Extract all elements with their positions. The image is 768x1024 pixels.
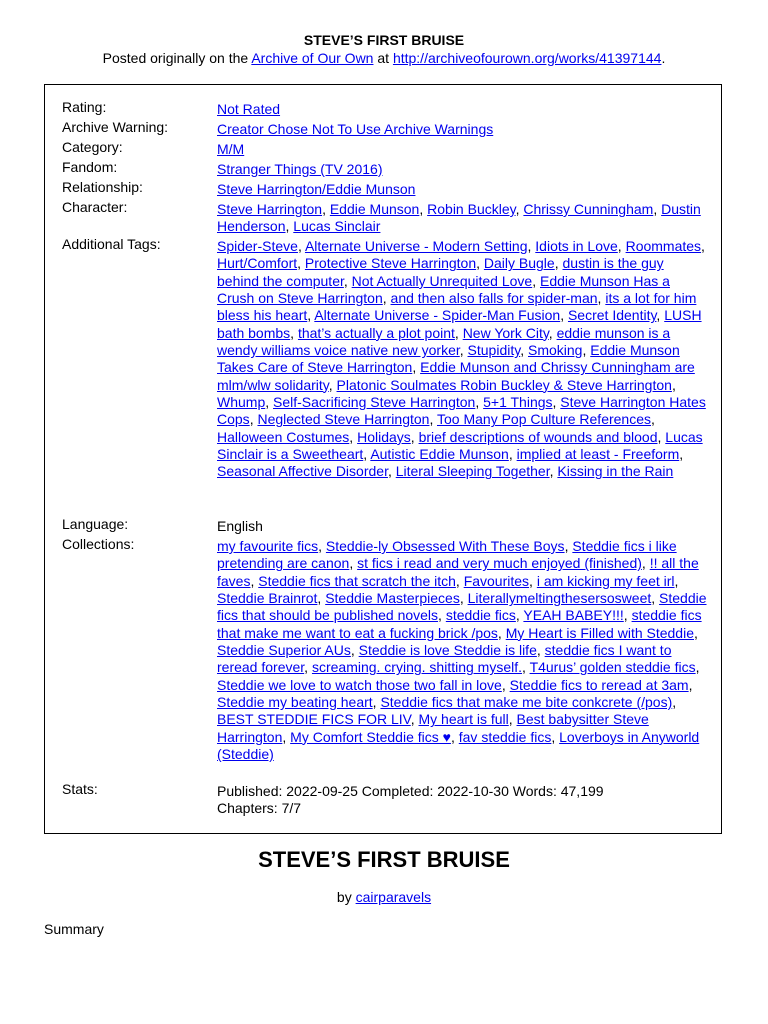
relationship-values (217, 181, 707, 198)
tag-link[interactable]: Autistic Eddie Munson (370, 446, 509, 463)
tag-link[interactable]: My Comfort Steddie fics ♥ (290, 728, 451, 745)
tag-link[interactable]: Eddie Munson (329, 201, 420, 217)
tag-link[interactable]: steddie fics (445, 607, 516, 624)
tag-link[interactable]: Whump (217, 394, 266, 411)
byline (0, 889, 768, 906)
category-label: Category: (62, 139, 123, 155)
tags-values: Spider-Steve, Alternate Universe - Modern Setting, Idiots in Love, Roommates, Hurt/Comfort, Protective Steve Harrington, Daily Bugle, dustin is the guy behind the computer, Not Actually Unrequited Love, Eddie Munson Has a Crush on Steve Harrington, and then also falls for spider-man, its a lot for him bless his heart, Alternate Universe - Spider-Man Fusion, Secret Identity, LUSH bath bombs, that’s actually a plot point, New York City, eddie munson is a wendy williams voice native new yorker, Stupidity, Smoking, Eddie Munson Takes Care of Steve Harrington, Eddie Munson and Chrissy Cunningham are mlm/wlw solidarity, Platonic Soulmates Robin Buckley & Steve Harrington, Whump, Self-Sacrificing Steve Harrington, 5+1 Things, Steve Harrington Hates Cops, Neglected Steve Harrington, Too Many Pop Culture References, Halloween Costumes, Holidays, brief descriptions of wounds and blood, Lucas Sinclair is a Sweetheart, Autistic Eddie Munson, implied at least - Freeform, Seasonal Affective Disorder, Literal Sleeping Together, Kissing in the Rain (217, 238, 706, 480)
tag-link[interactable]: Hurt/Comfort (217, 255, 298, 272)
tag-link[interactable]: screaming. crying. shitting myself. (311, 659, 523, 676)
tag-link[interactable]: Steddie Masterpieces (325, 590, 460, 607)
stats-line-chapters: Chapters: 7/7 (217, 800, 302, 817)
character-values: Steve Harrington, Eddie Munson, Robin Buckley, Chrissy Cunningham, Dustin Henderson, Lucas Sinclair (217, 201, 701, 235)
tag-link[interactable]: Literallymeltingthesersosweet (467, 590, 652, 607)
posted-originally-line (0, 50, 768, 67)
tag-link[interactable]: Halloween Costumes (217, 428, 350, 445)
tag-link[interactable]: Steve Harrington (217, 201, 323, 217)
tag-link[interactable]: Lucas Sinclair is a Sweetheart (217, 428, 703, 463)
work-url-link[interactable]: http://archiveofourown.org/works/41397144 (392, 50, 662, 66)
tag-link[interactable]: eddie munson is a wendy williams voice native new yorker (217, 324, 671, 359)
language-label: Language: (62, 516, 129, 532)
tag-link[interactable]: Robin Buckley (427, 201, 516, 217)
tag-link[interactable]: dustin is the guy behind the computer (217, 255, 664, 289)
tag-link[interactable]: Stupidity (467, 342, 521, 359)
tag-link[interactable]: Lucas Sinclair (293, 218, 381, 235)
tag-link[interactable]: Stranger Things (TV 2016) (217, 161, 383, 177)
tags-label: Additional Tags: (62, 236, 161, 252)
tag-link[interactable]: Eddie Munson Takes Care of Steve Harrington (217, 342, 680, 376)
stats-line-published: Published: 2022-09-25 Completed: 2022-10-30 Words: 47,199 (217, 783, 604, 799)
tag-link[interactable]: Not Rated (217, 101, 281, 117)
tag-link[interactable]: Steddie is love Steddie is life (358, 642, 537, 659)
collections-values: my favourite fics, Steddie-ly Obsessed With These Boys, Steddie fics i like pretending are canon, st fics i read and very much enjoyed (finished), !! all the faves, Steddie fics that scratch the itch, Favourites, i am kicking my feet irl, Steddie Brainrot, Steddie Masterpieces, Literallymeltingthesersosweet, Steddie fics that should be published novels, steddie fics, YEAH BABEY!!!, steddie fics that make me want to eat a fucking brick /pos, My Heart is Filled with Steddie, Steddie Superior AUs, Steddie is love Steddie is life, steddie fics I want to reread forever, screaming. crying. shitting myself., T4urus’ golden steddie fics, Steddie we love to watch those two fall in love, Steddie fics to reread at 3am, Steddie my beating heart, Steddie fics that make me bite conkcrete (/pos), BEST STEDDIE FICS FOR LIV, My heart is full, Best babysitter Steve Harrington, My Comfort Steddie fics ♥, fav steddie fics, Loverboys in Anyworld (Steddie) (217, 538, 707, 763)
tag-link[interactable]: 5+1 Things (483, 394, 553, 411)
language-value: English (217, 518, 263, 534)
posted-mid: at (373, 50, 393, 66)
tag-link[interactable]: Favourites (463, 572, 530, 589)
tag-link[interactable]: Best babysitter Steve Harrington (217, 711, 649, 745)
collections-label: Collections: (62, 536, 135, 552)
stats-values (217, 783, 707, 818)
tag-link[interactable]: Seasonal Affective Disorder (217, 463, 388, 480)
tag-link[interactable]: Too Many Pop Culture References (437, 411, 651, 428)
posted-suffix: . (661, 50, 666, 66)
tag-link[interactable]: Steddie Superior AUs (217, 642, 351, 659)
byline-prefix: by (336, 889, 356, 905)
tag-link[interactable]: and then also falls for spider-man (390, 290, 598, 307)
tag-link[interactable]: Secret Identity (567, 307, 657, 324)
tag-link[interactable]: T4urus’ golden steddie fics (529, 659, 696, 676)
tag-link[interactable]: Kissing in the Rain (557, 463, 674, 480)
tag-link[interactable]: My Heart is Filled with Steddie (505, 624, 694, 641)
tag-link[interactable]: that’s actually a plot point (297, 324, 455, 341)
summary-heading: Summary (44, 921, 104, 937)
category-values (217, 141, 707, 158)
tag-link[interactable]: YEAH BABEY!!! (523, 607, 624, 624)
tag-link[interactable]: BEST STEDDIE FICS FOR LIV (217, 711, 411, 728)
tag-link[interactable]: Daily Bugle (483, 255, 555, 272)
tag-link[interactable]: !! all the faves (217, 555, 699, 589)
metadata-box (44, 84, 722, 834)
tag-link[interactable]: Neglected Steve Harrington (257, 411, 430, 428)
fandom-values (217, 161, 707, 178)
tag-link[interactable]: fav steddie fics (458, 728, 552, 745)
tag-link[interactable]: Steddie fics that scratch the itch (258, 572, 456, 589)
author-link[interactable]: cairparavels (355, 889, 432, 905)
tag-link[interactable]: My heart is full (418, 711, 509, 728)
tag-link[interactable]: New York City (462, 324, 549, 341)
tag-link[interactable]: Steddie fics that make me bite conkcrete (/pos) (380, 694, 673, 711)
tag-link[interactable]: Steve Harrington Hates Cops (217, 394, 706, 428)
posted-prefix: Posted originally on the (102, 50, 252, 66)
fandom-label: Fandom: (62, 159, 118, 175)
tag-link[interactable]: Steddie my beating heart (217, 694, 373, 711)
tag-link[interactable]: Steddie-ly Obsessed With These Boys (325, 538, 565, 554)
tag-link[interactable]: Alternate Universe - Modern Setting (304, 238, 528, 254)
tag-link[interactable]: Steve Harrington/Eddie Munson (217, 181, 416, 197)
tag-link[interactable]: Platonic Soulmates Robin Buckley & Steve Harrington (336, 376, 672, 393)
tag-link[interactable]: Protective Steve Harrington (304, 255, 477, 272)
tag-link[interactable]: Eddie Munson and Chrissy Cunningham are mlm/wlw solidarity (217, 359, 695, 393)
tag-link[interactable]: Idiots in Love (535, 238, 618, 254)
tag-link[interactable]: Alternate Universe - Spider-Man Fusion (314, 307, 561, 324)
tag-link[interactable]: steddie fics I want to reread forever (217, 642, 672, 676)
warning-values (217, 121, 707, 138)
tag-link[interactable]: Steddie fics that should be published novels (217, 590, 707, 624)
tag-link[interactable]: Loverboys in Anyworld (Steddie) (217, 728, 700, 763)
warning-label: Archive Warning: (62, 119, 169, 135)
character-label: Character: (62, 199, 128, 215)
tag-link[interactable]: i am kicking my feet irl (536, 572, 675, 589)
tag-link[interactable]: Steddie we love to watch those two fall in love (217, 676, 502, 693)
tag-link[interactable]: steddie fics that make me want to eat a fucking brick /pos (217, 607, 702, 641)
tag-link[interactable]: Steddie fics i like pretending are canon (217, 538, 677, 572)
tag-link[interactable]: Spider-Steve (217, 238, 298, 254)
tag-link[interactable]: its a lot for him bless his heart (217, 290, 697, 324)
tag-link[interactable]: Not Actually Unrequited Love (351, 272, 533, 289)
relationship-label: Relationship: (62, 179, 143, 195)
stats-label: Stats: (62, 781, 98, 797)
tag-link[interactable]: brief descriptions of wounds and blood (418, 428, 658, 445)
tag-link[interactable]: Creator Chose Not To Use Archive Warnings (217, 121, 494, 137)
tag-link[interactable]: Steddie fics to reread at 3am (509, 676, 689, 693)
rating-values (217, 101, 707, 118)
archive-link[interactable]: Archive of Our Own (251, 50, 374, 66)
tag-link[interactable]: Steddie Brainrot (217, 590, 318, 607)
tag-link[interactable]: Smoking (528, 342, 583, 359)
document-header-title: STEVE’S FIRST BRUISE (303, 32, 465, 48)
tag-link[interactable]: Roommates (625, 238, 702, 254)
work-title: STEVE’S FIRST BRUISE (258, 847, 510, 872)
tag-link[interactable]: Chrissy Cunningham (523, 201, 654, 217)
tag-link[interactable]: Holidays (357, 428, 411, 445)
tag-link[interactable]: Self-Sacrificing Steve Harrington (273, 394, 476, 411)
rating-label: Rating: (62, 99, 107, 115)
tag-link[interactable]: Dustin Henderson (217, 201, 701, 235)
tag-link[interactable]: st fics i read and very much enjoyed (finished) (357, 555, 642, 572)
tag-link[interactable]: Literal Sleeping Together (395, 463, 550, 480)
tag-link[interactable]: implied at least - Freeform (516, 446, 680, 463)
tag-link[interactable]: my favourite fics (217, 538, 319, 554)
tag-link[interactable]: LUSH bath bombs (217, 307, 702, 341)
tag-link[interactable]: Eddie Munson Has a Crush on Steve Harrington (217, 272, 670, 307)
tag-link[interactable]: M/M (217, 141, 245, 157)
